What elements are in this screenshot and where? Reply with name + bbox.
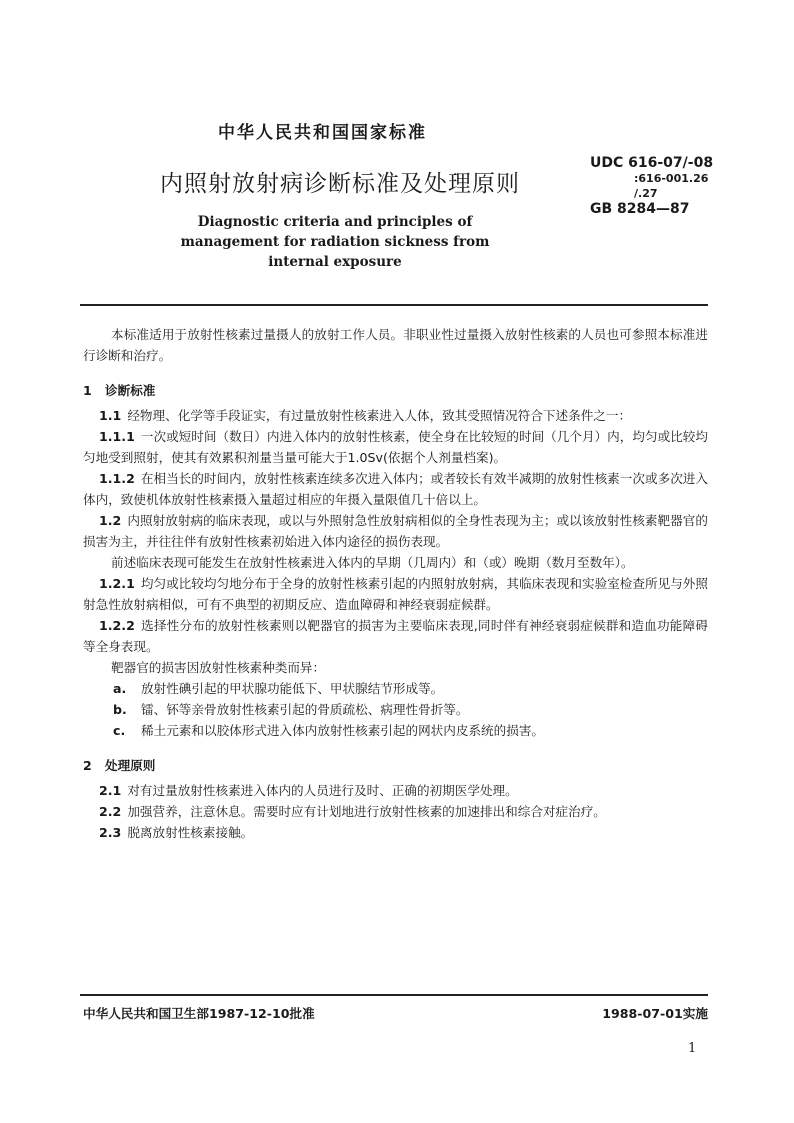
implementation-date: 1988-07-01实施	[602, 1006, 708, 1021]
list-text: 镭、钚等亲骨放射性核素引起的骨质疏松、病理性骨折等。	[141, 702, 469, 717]
udc-code: UDC 616-07/-08	[590, 155, 714, 171]
section-heading	[83, 380, 708, 401]
clause-number: 2.1	[99, 783, 122, 798]
clause-1-1-1	[83, 426, 708, 468]
clause-1-2-2	[83, 615, 708, 657]
document-title-cn: 内照射放射病诊断标准及处理原则	[160, 171, 520, 197]
section-title: 诊断标准	[105, 383, 156, 398]
clause-2-1	[83, 780, 708, 801]
page-number: 1	[688, 1041, 697, 1056]
header-divider	[80, 304, 708, 306]
clause-1-2-2-paragraph: 靶器官的损害因放射性核素种类而异：	[111, 660, 326, 675]
gb-code: GB 8284—87	[590, 201, 690, 217]
intro-paragraph: 本标准适用于放射性核素过量摄人的放射工作人员。非职业性过量摄入放射性核素的人员也可参照本标准进行诊断和治疗。	[83, 327, 708, 363]
title-en-line: management for radiation sickness from	[180, 234, 490, 250]
clause-text: 均匀或比较均匀地分布于全身的放射性核素引起的内照射放射病，其临床表现和实验室检查所见与外照射急性放射病相似，可有不典型的初期反应、造血障碍和神经衰弱症候群。	[83, 576, 708, 612]
clause-number: 1.2	[99, 513, 122, 528]
list-item	[83, 678, 708, 699]
clause-text: 在相当长的时间内，放射性核素连续多次进入体内；或者较长有效半减期的放射性核素一次或多次进入体内，致使机体放射性核素摄入量超过相应的年摄入量限值几十倍以上。	[83, 471, 708, 507]
udc-code-line2: :616-001.26	[634, 172, 709, 185]
clause-2-2	[83, 801, 708, 822]
clause-text: 选择性分布的放射性核素则以靶器官的损害为主要临床表现,同时伴有神经衰弱症候群和造血功能障碍等全身表现。	[83, 618, 708, 654]
list-marker: c.	[113, 723, 126, 738]
clause-2-3	[83, 822, 708, 843]
section-number: 2	[83, 758, 92, 773]
clause-number: 1.1.1	[99, 429, 135, 444]
clause-number: 2.2	[99, 804, 122, 819]
udc-code-line3: /.27	[634, 187, 658, 200]
clause-1-2-1	[83, 573, 708, 615]
standard-codes	[590, 156, 713, 217]
clause-text: 经物理、化学等手段证实，有过量放射性核素进入人体，致其受照情况符合下述条件之一：	[127, 408, 632, 423]
title-en-line: internal exposure	[268, 254, 402, 270]
clause-1-1-2	[83, 468, 708, 510]
clause-text: 对有过量放射性核素进入体内的人员进行及时、正确的初期医学处理。	[127, 783, 518, 798]
list-text: 放射性碘引起的甲状腺功能低下、甲状腺结节形成等。	[141, 681, 444, 696]
national-standard-label: 中华人民共和国国家标准	[218, 123, 427, 143]
clause-number: 1.2.2	[99, 618, 135, 633]
clause-number: 1.2.1	[99, 576, 135, 591]
section-title: 处理原则	[105, 758, 156, 773]
clause-number: 1.1	[99, 408, 122, 423]
clause-number: 1.1.2	[99, 471, 135, 486]
list-item	[83, 699, 708, 720]
clause-1-2-paragraph: 前述临床表现可能发生在放射性核素进入体内的早期（几周内）和（或）晚期（数月至数年）。	[111, 555, 634, 570]
list-marker: b.	[113, 702, 127, 717]
clause-text: 一次或短时间（数日）内进入体内的放射性核素，使全身在比较短的时间（几个月）内，均匀或比较均匀地受到照射，使其有效累积剂量当量可能大于1.0Sv(依据个人剂量档案)。	[83, 429, 708, 465]
clause-number: 2.3	[99, 825, 122, 840]
clause-1-1	[83, 405, 708, 426]
clause-text: 脱离放射性核素接触。	[127, 825, 254, 840]
footer-divider	[80, 994, 708, 996]
section-heading	[83, 755, 708, 776]
clause-1-2	[83, 510, 708, 552]
clause-text: 加强营养，注意休息。需要时应有计划地进行放射性核素的加速排出和综合对症治疗。	[127, 804, 606, 819]
clause-text: 内照射放射病的临床表现，或以与外照射急性放射病相似的全身性表现为主；或以该放射性核素靶器官的损害为主，并往往伴有放射性核素初始进入体内途径的损伤表现。	[83, 513, 708, 549]
section-number: 1	[83, 383, 92, 398]
list-text: 稀土元素和以胶体形式进入体内放射性核素引起的网状内皮系统的损害。	[141, 723, 544, 738]
document-title-en	[180, 212, 490, 272]
list-marker: a.	[113, 681, 127, 696]
title-en-line: Diagnostic criteria and principles of	[197, 214, 473, 230]
approval-date: 中华人民共和国卫生部1987-12-10批准	[83, 1006, 315, 1021]
list-item	[83, 720, 708, 741]
document-body	[83, 324, 708, 843]
